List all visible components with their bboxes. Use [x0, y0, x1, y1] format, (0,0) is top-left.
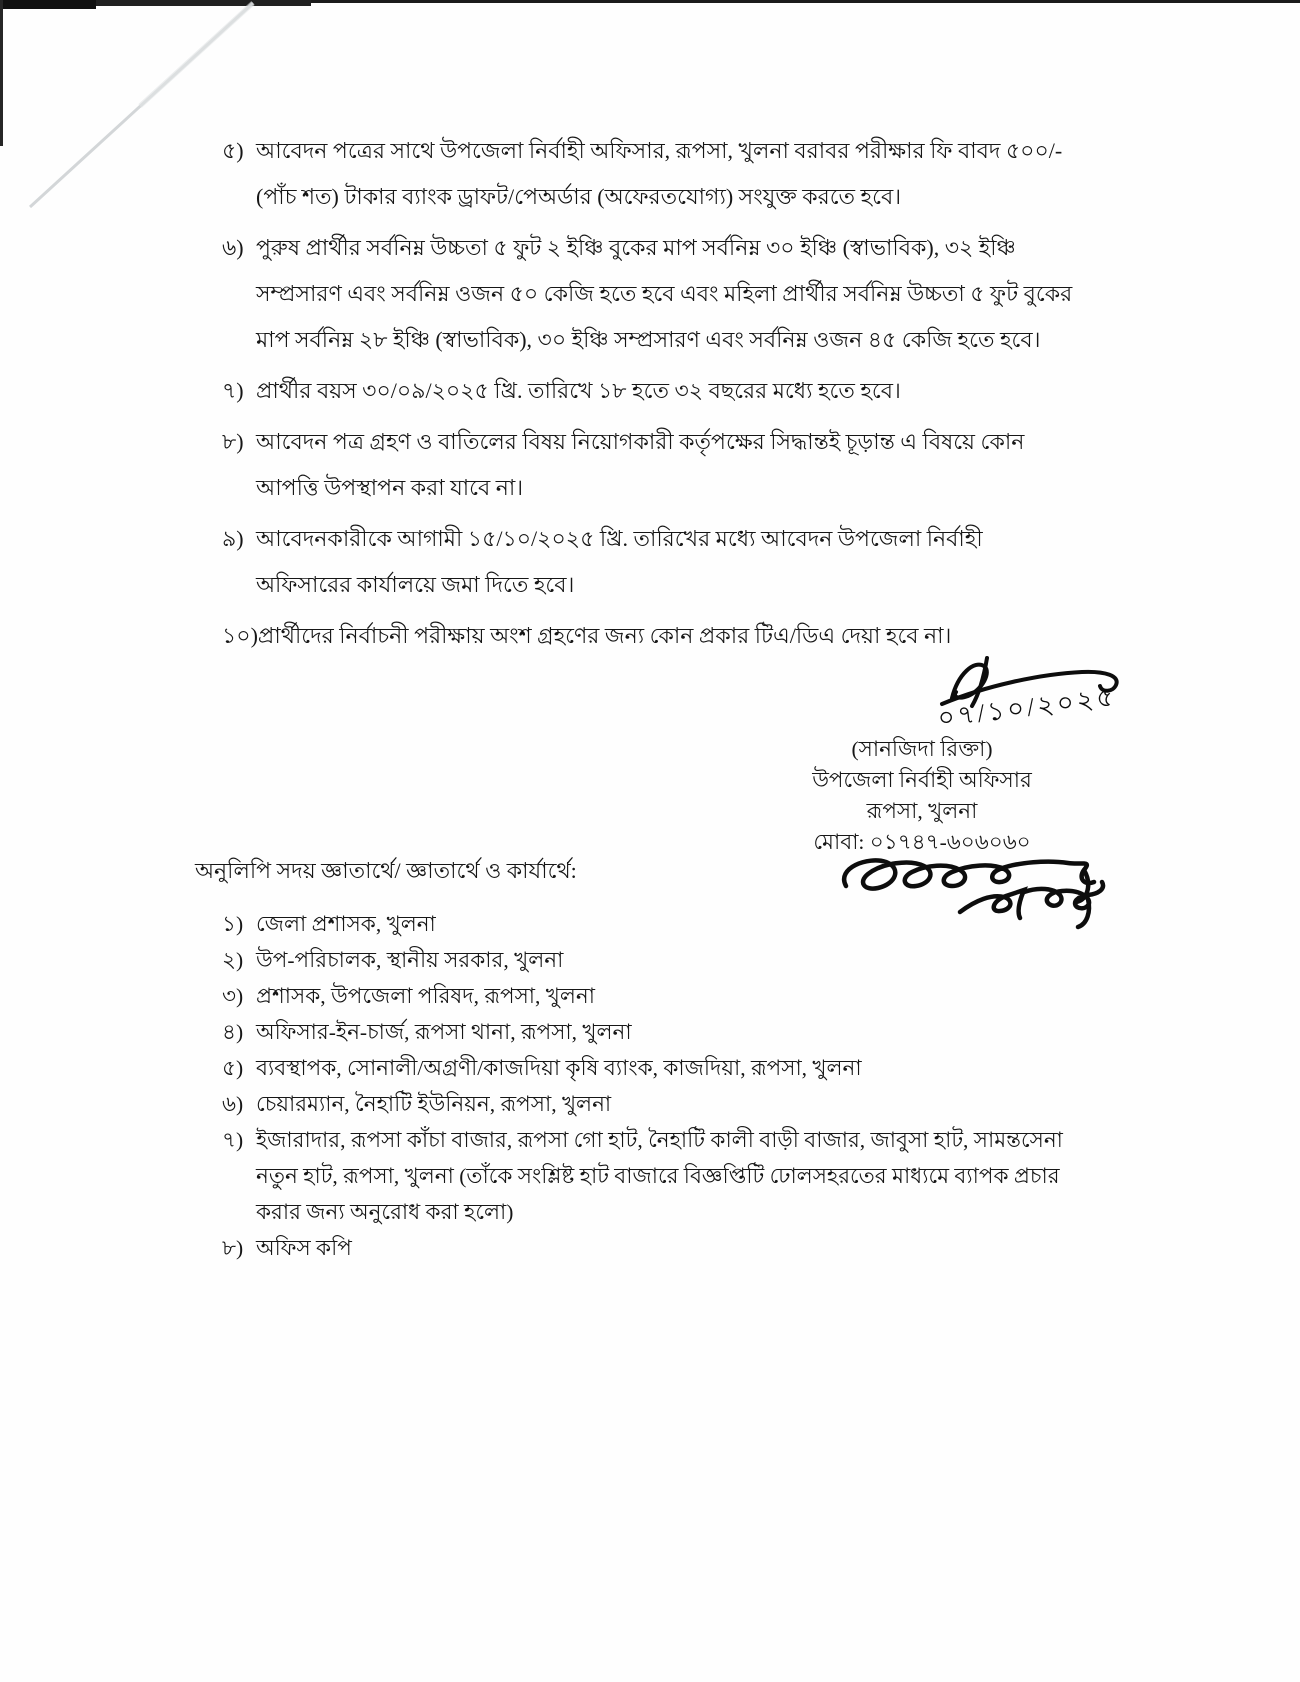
condition-text: প্রার্থীর বয়স ৩০/০৯/২০২৫ খ্রি. তারিখে ১৮ হতে ৩২ বছরের মধ্যে হতে হবে। — [256, 378, 901, 403]
copy-section-heading: অনুলিপি সদয় জ্ঞাতার্থে/ জ্ঞাতার্থে ও কার্যার্থে: — [195, 858, 577, 883]
conditions-list — [222, 128, 1074, 664]
copy-number: ৫) — [222, 1056, 244, 1080]
condition-item-9 — [222, 516, 1074, 608]
copy-text: চেয়ারম্যান, নৈহাটি ইউনিয়ন, রূপসা, খুলনা — [256, 1092, 612, 1116]
copy-item-2 — [222, 942, 1094, 978]
copy-text: ব্যবস্থাপক, সোনালী/অগ্রণী/কাজদিয়া কৃষি ব্যাংক, কাজদিয়া, রূপসা, খুলনা — [256, 1056, 862, 1080]
copy-number: ৩) — [222, 984, 244, 1008]
condition-number: ৯) — [222, 526, 244, 551]
copy-item-3 — [222, 978, 1094, 1014]
condition-number: ৭) — [222, 378, 244, 403]
signatory-mobile: মোবা: ০১৭৪৭-৬০৬০৬০ — [813, 830, 1031, 854]
signatory-title: উপজেলা নির্বাহী অফিসার — [812, 768, 1032, 792]
copy-item-7 — [222, 1122, 1094, 1230]
copy-item-1 — [222, 906, 1094, 942]
condition-item-7 — [222, 368, 1074, 414]
copy-number: ৪) — [222, 1020, 244, 1044]
condition-number: ১০) — [222, 623, 258, 648]
copy-text: প্রশাসক, উপজেলা পরিষদ, রূপসা, খুলনা — [256, 984, 595, 1008]
condition-text: আবেদন পত্র গ্রহণ ও বাতিলের বিষয় নিয়োগকারী কর্তৃপক্ষের সিদ্ধান্তই চূড়ান্ত এ বিষয়ে কোন আপত্তি উপস্থাপন করা যাবে না। — [256, 429, 1025, 500]
copy-item-6 — [222, 1086, 1094, 1122]
copy-list — [222, 906, 1094, 1266]
copy-text: জেলা প্রশাসক, খুলনা — [256, 912, 436, 936]
signature-block — [782, 734, 1062, 858]
copy-text: ইজারাদার, রূপসা কাঁচা বাজার, রূপসা গো হাট, নৈহাটি কালী বাড়ী বাজার, জাবুসা হাট, সামন্তসেনা নতুন হাট, রূপসা, খুলনা (তাঁকে সংশ্লিষ্ট হাট বাজারে বিজ্ঞপ্তিটি ঢোলসহরতের মাধ্যমে ব্যাপক প্রচার করার জন্য অনুরোধ করা হলো) — [256, 1128, 1063, 1224]
handwritten-date: ০৭/১০/২০২৫ — [936, 682, 1118, 733]
condition-text: পুরুষ প্রার্থীর সর্বনিম্ন উচ্চতা ৫ ফুট ২ ইঞ্চি বুকের মাপ সর্বনিম্ন ৩০ ইঞ্চি (স্বাভাবিক), ৩২ ইঞ্চি সম্প্রসারণ এবং সর্বনিম্ন ওজন ৫০ কেজি হতে হবে এবং মহিলা প্রার্থীর সর্বনিম্ন উচ্চতা ৫ ফুট বুকের মাপ সর্বনিম্ন ২৮ ইঞ্চি (স্বাভাবিক), ৩০ ইঞ্চি সম্প্রসারণ এবং সর্বনিম্ন ওজন ৪৫ কেজি হতে হবে। — [256, 235, 1073, 352]
copy-item-4 — [222, 1014, 1094, 1050]
copy-number: ১) — [222, 912, 244, 936]
condition-number: ৫) — [222, 138, 244, 163]
signatory-name: (সানজিদা রিক্তা) — [851, 737, 993, 761]
condition-item-8 — [222, 419, 1074, 511]
signatory-place: রূপসা, খুলনা — [866, 799, 978, 823]
copy-item-5 — [222, 1050, 1094, 1086]
copy-text: অফিস কপি — [256, 1236, 352, 1260]
copy-number: ৭) — [222, 1128, 244, 1152]
condition-text: প্রার্থীদের নির্বাচনী পরীক্ষায় অংশ গ্রহণের জন্য কোন প্রকার টিএ/ডিএ দেয়া হবে না। — [257, 623, 952, 648]
condition-item-5 — [222, 128, 1074, 220]
condition-number: ৮) — [222, 429, 244, 454]
condition-number: ৬) — [222, 235, 244, 260]
copy-item-8 — [222, 1230, 1094, 1266]
copy-text: উপ-পরিচালক, স্থানীয় সরকার, খুলনা — [256, 948, 564, 972]
copy-number: ২) — [222, 948, 244, 972]
condition-text: আবেদন পত্রের সাথে উপজেলা নির্বাহী অফিসার, রূপসা, খুলনা বরাবর পরীক্ষার ফি বাবদ ৫০০/- (পাঁচ শত) টাকার ব্যাংক ড্রাফট/পেঅর্ডার (অফেরতযোগ্য) সংযুক্ত করতে হবে। — [256, 138, 1063, 209]
copy-number: ৮) — [222, 1236, 244, 1260]
condition-item-6 — [222, 225, 1074, 363]
condition-text: আবেদনকারীকে আগামী ১৫/১০/২০২৫ খ্রি. তারিখের মধ্যে আবেদন উপজেলা নির্বাহী অফিসারের কার্যালয়ে জমা দিতে হবে। — [256, 526, 983, 597]
copy-text: অফিসার-ইন-চার্জ, রূপসা থানা, রূপসা, খুলনা — [256, 1020, 632, 1044]
copy-number: ৬) — [222, 1092, 244, 1116]
